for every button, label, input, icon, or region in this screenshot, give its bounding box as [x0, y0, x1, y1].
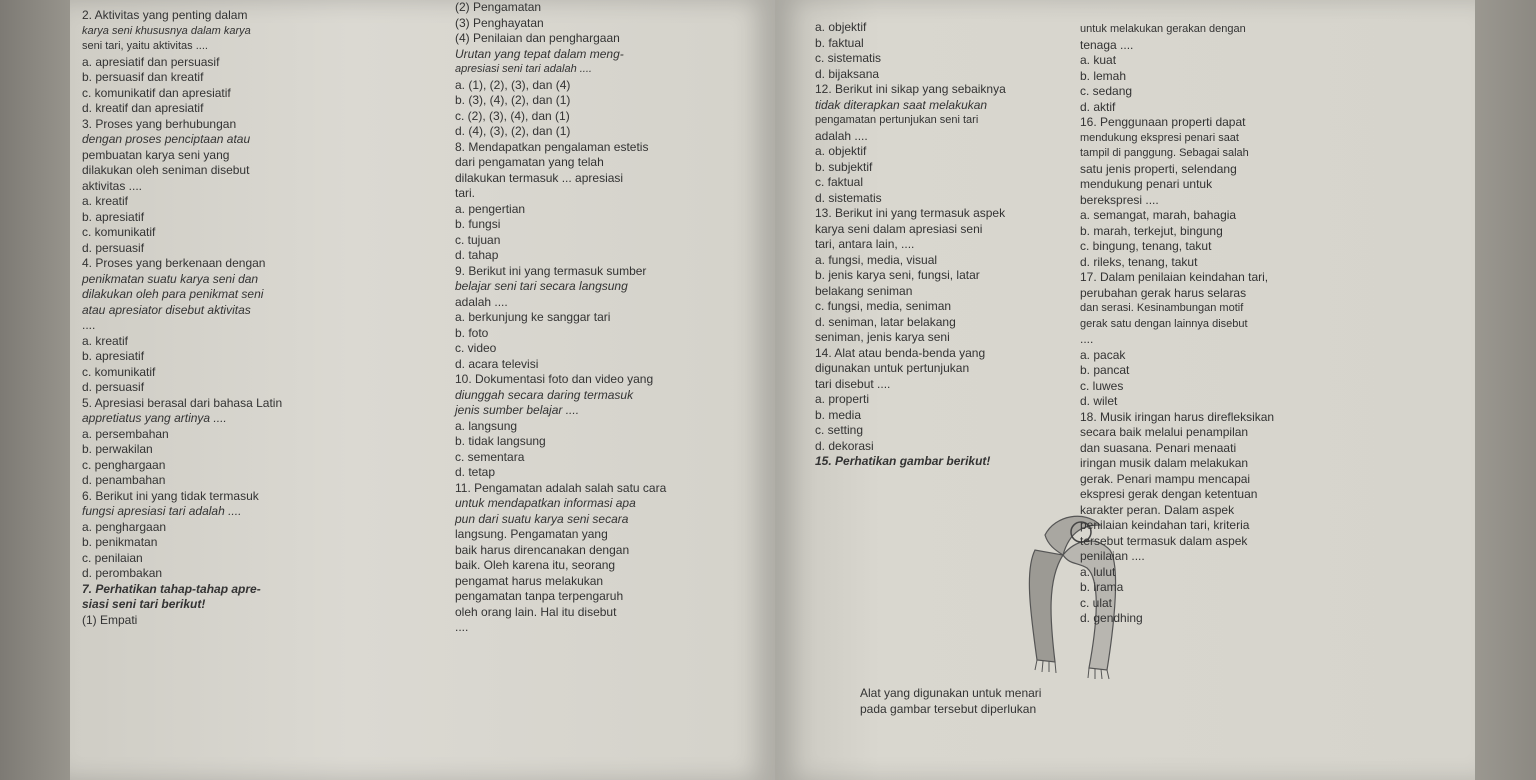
left-col2-line: (4) Penilaian dan penghargaan [455, 31, 620, 45]
right-col1-line: 14. Alat atau benda-benda yang [815, 345, 986, 360]
left-col2-line: c. video [455, 341, 497, 355]
right-col1-line: seniman, jenis karya seni [815, 330, 950, 344]
left-col1-line: penikmatan suatu karya seni dan [82, 271, 259, 286]
left-col2-line: dilakukan termasuk ... apresiasi [455, 170, 624, 185]
right-col1-line: d. dekorasi [815, 438, 874, 453]
right-col1-line: c. setting [815, 423, 864, 437]
right-col2-line: satu jenis properti, selendang [1080, 161, 1237, 176]
left-col2-line: b. (3), (4), (2), dan (1) [455, 93, 571, 107]
left-col1-line: d. persuasif [82, 240, 145, 255]
left-col2-line: c. (2), (3), (4), dan (1) [455, 108, 570, 123]
right-col2-line: c. bingung, tenang, takut [1080, 239, 1212, 253]
left-col1-line: c. komunikatif [82, 364, 156, 379]
right-col2-line: a. lulut [1080, 564, 1116, 579]
left-col1-line: dilakukan oleh para penikmat seni [82, 287, 264, 301]
left-col2-line: c. sementara [455, 449, 525, 464]
right-col2-line: b. marah, terkejut, bingung [1080, 223, 1223, 238]
right-col2-line: 17. Dalam penilaian keindahan tari, [1080, 270, 1269, 284]
right-col2-line: 18. Musik iringan harus direfleksikan [1080, 409, 1275, 424]
right-col1-line: b. subjektif [815, 159, 873, 174]
left-col1-line: dengan proses penciptaan atau [82, 132, 251, 146]
right-col2-line: gerak satu dengan lainnya disebut [1080, 317, 1248, 330]
left-col1-line: a. kreatif [82, 333, 129, 348]
left-col2-line: baik. Oleh karena itu, seorang [455, 558, 616, 572]
right-col1-line: b. jenis karya seni, fungsi, latar [815, 268, 980, 282]
right-page [775, 0, 1475, 780]
left-col2-line: Urutan yang tepat dalam meng- [455, 46, 624, 61]
right-col1-line: a. objektif [815, 144, 867, 158]
left-col1-line: dilakukan oleh seniman disebut [82, 163, 250, 177]
right-col2-line: karakter peran. Dalam aspek [1080, 502, 1235, 517]
left-col1-line: b. apresiatif [82, 349, 145, 363]
right-col1-line: 15. Perhatikan gambar berikut! [815, 454, 991, 468]
right-col2-line: tampil di panggung. Sebagai salah [1080, 147, 1249, 159]
left-col2-line: pun dari suatu karya seni secara [455, 511, 629, 526]
left-col2-line: a. pengertian [455, 201, 526, 216]
right-col2-line: mendukung ekspresi penari saat [1080, 131, 1239, 144]
left-col1-line: c. penghargaan [82, 457, 166, 472]
right-col1-line: tidak diterapkan saat melakukan [815, 97, 988, 112]
left-col1-line: seni tari, yaitu aktivitas .... [82, 40, 208, 52]
left-col2-line: diunggah secara daring termasuk [455, 387, 634, 402]
right-col1-line: pengamatan pertunjukan seni tari [815, 114, 979, 126]
left-col2-line: untuk mendapatkan informasi apa [455, 496, 636, 510]
left-col2-line: pengamat harus melakukan [455, 573, 604, 588]
left-col2-line: (3) Penghayatan [455, 15, 544, 30]
right-col2-line: .... [1080, 332, 1094, 346]
left-col1-line: pembuatan karya seni yang [82, 147, 230, 162]
right-col1-line: b. faktual [815, 35, 864, 50]
left-col2-line: c. tujuan [455, 232, 501, 247]
left-col2-line: belajar seni tari secara langsung [455, 279, 628, 293]
left-page-column-2 [455, 0, 770, 780]
left-col1-line: 6. Berikut ini yang tidak termasuk [82, 488, 259, 503]
right-col2-line: b. irama [1080, 580, 1124, 594]
left-col2-line: langsung. Pengamatan yang [455, 527, 608, 541]
left-col1-line: 4. Proses yang berkenaan dengan [82, 256, 266, 270]
right-col2-line: dan serasi. Kesinambungan motif [1080, 302, 1244, 314]
left-col1-line: a. penghargaan [82, 519, 167, 534]
left-col1-line: c. penilaian [82, 550, 143, 565]
right-col2-line: tersebut termasuk dalam aspek [1080, 533, 1248, 548]
right-col1-line: tari disebut .... [815, 376, 891, 391]
left-col1-line: karya seni khususnya dalam karya [82, 24, 251, 37]
right-col2-line: penilaian .... [1080, 549, 1145, 563]
right-col2-line: d. rileks, tenang, takut [1080, 254, 1198, 269]
left-col2-line: a. langsung [455, 418, 518, 433]
right-col1-line: digunakan untuk pertunjukan [815, 361, 970, 375]
left-col2-line: (2) Pengamatan [455, 0, 542, 14]
left-page [70, 0, 775, 780]
right-col2-line: iringan musik dalam melakukan [1080, 456, 1249, 470]
right-col1-line: b. media [815, 407, 862, 422]
left-col2-line: oleh orang lain. Hal itu disebut [455, 604, 617, 619]
right-col2-line: penilaian keindahan tari, kriteria [1080, 518, 1250, 532]
caption-line: Alat yang digunakan untuk menari [860, 686, 1042, 700]
left-col2-line: 11. Pengamatan adalah salah satu cara [455, 480, 667, 495]
left-col2-line: pengamatan tanpa terpengaruh [455, 589, 624, 603]
right-col2-line: dan suasana. Penari menaati [1080, 440, 1237, 455]
right-col1-line: 13. Berikut ini yang termasuk aspek [815, 206, 1006, 220]
left-col1-line: b. penikmatan [82, 535, 158, 549]
right-col1-line: adalah .... [815, 128, 868, 143]
right-col2-line: d. wilet [1080, 394, 1118, 408]
left-col2-line: 9. Berikut ini yang termasuk sumber [455, 263, 647, 278]
right-col2-line: c. ulat [1080, 595, 1113, 610]
right-page-column-2 [1080, 22, 1475, 780]
caption-line: pada gambar tersebut diperlukan [860, 701, 1037, 716]
right-col2-line: b. pancat [1080, 363, 1130, 377]
right-col1-line: c. fungsi, media, seniman [815, 299, 952, 313]
left-col1-line: a. persembahan [82, 426, 169, 441]
right-col2-line: a. semangat, marah, bahagia [1080, 208, 1237, 222]
left-col1-line: a. apresiatif dan persuasif [82, 54, 220, 69]
left-col1-line: c. komunikatif dan apresiatif [82, 85, 231, 100]
right-col1-line: tari, antara lain, .... [815, 237, 915, 251]
left-col1-line: a. kreatif [82, 194, 129, 208]
left-col2-line: d. tahap [455, 248, 499, 262]
left-col2-line: adalah .... [455, 294, 508, 309]
right-col1-line: a. fungsi, media, visual [815, 252, 938, 267]
right-col1-line: belakang seniman [815, 283, 913, 298]
right-col1-line: d. sistematis [815, 190, 882, 205]
right-col2-line: d. aktif [1080, 99, 1116, 114]
left-col2-line: tari. [455, 186, 476, 200]
right-col2-line: mendukung penari untuk [1080, 177, 1213, 191]
left-col1-line: aktivitas .... [82, 178, 143, 193]
right-col2-line: b. lemah [1080, 68, 1127, 83]
right-col1-line: karya seni dalam apresiasi seni [815, 221, 983, 236]
left-page-column-1 [82, 8, 402, 780]
left-col2-line: dari pengamatan yang telah [455, 155, 604, 169]
left-col2-line: 8. Mendapatkan pengalaman estetis [455, 139, 649, 154]
left-col1-line: (1) Empati [82, 612, 138, 627]
left-col1-line: .... [82, 318, 96, 332]
right-col1-line: d. seniman, latar belakang [815, 314, 956, 329]
right-col2-line: a. pacak [1080, 347, 1126, 362]
left-col1-line: 2. Aktivitas yang penting dalam [82, 8, 248, 22]
right-col2-line: berekspresi .... [1080, 192, 1159, 207]
right-col2-line: ekspresi gerak dengan ketentuan [1080, 487, 1258, 501]
left-col1-line: 3. Proses yang berhubungan [82, 116, 237, 131]
right-col2-line: gerak. Penari mampu mencapai [1080, 471, 1251, 486]
right-col2-line: secara baik melalui penampilan [1080, 425, 1249, 439]
right-col2-line: 16. Penggunaan properti dapat [1080, 115, 1246, 129]
right-col1-line: d. bijaksana [815, 66, 880, 81]
left-col1-line: fungsi apresiasi tari adalah .... [82, 504, 242, 518]
right-col1-line: 12. Berikut ini sikap yang sebaiknya [815, 82, 1006, 96]
right-col2-line: tenaga .... [1080, 37, 1134, 52]
left-col1-line: 5. Apresiasi berasal dari bahasa Latin [82, 395, 283, 410]
left-col2-line: d. tetap [455, 465, 496, 479]
left-col1-line: appretiatus yang artinya .... [82, 411, 227, 425]
right-col2-line: c. sedang [1080, 84, 1133, 98]
right-col1-line: a. properti [815, 392, 870, 406]
right-col2-line: a. kuat [1080, 53, 1117, 67]
right-col1-line: a. objektif [815, 20, 867, 34]
left-col1-line: d. perombakan [82, 566, 163, 580]
left-col2-line: b. fungsi [455, 217, 501, 231]
left-col2-line: jenis sumber belajar .... [455, 403, 580, 417]
right-col2-line: c. luwes [1080, 378, 1124, 393]
left-col1-line: d. persuasif [82, 380, 145, 394]
right-col2-line: untuk melakukan gerakan dengan [1080, 23, 1246, 35]
left-col1-line: b. perwakilan [82, 442, 153, 456]
left-col2-line: d. (4), (3), (2), dan (1) [455, 124, 571, 138]
left-col1-line: 7. Perhatikan tahap-tahap apre- [82, 581, 261, 596]
left-col2-line: b. foto [455, 325, 489, 340]
left-col1-line: c. komunikatif [82, 225, 156, 239]
right-col2-line: perubahan gerak harus selaras [1080, 285, 1247, 300]
left-col2-line: apresiasi seni tari adalah .... [455, 63, 592, 75]
left-col1-line: d. penambahan [82, 473, 166, 487]
left-col2-line: a. (1), (2), (3), dan (4) [455, 77, 571, 92]
left-col2-line: baik harus direncanakan dengan [455, 542, 630, 557]
left-col2-line: d. acara televisi [455, 356, 539, 371]
left-col1-line: b. apresiatif [82, 209, 145, 224]
left-col2-line: .... [455, 620, 469, 634]
left-col2-line: 10. Dokumentasi foto dan video yang [455, 372, 654, 386]
left-col1-line: siasi seni tari berikut! [82, 597, 206, 611]
left-col1-line: d. kreatif dan apresiatif [82, 101, 204, 115]
left-col1-line: atau apresiator disebut aktivitas [82, 302, 251, 317]
left-col2-line: b. tidak langsung [455, 434, 546, 448]
right-col1-line: c. faktual [815, 175, 864, 189]
left-col1-line: b. persuasif dan kreatif [82, 70, 204, 84]
right-col2-line: d. gendhing [1080, 611, 1143, 625]
left-col2-line: a. berkunjung ke sanggar tari [455, 310, 611, 324]
right-col1-line: c. sistematis [815, 51, 882, 65]
